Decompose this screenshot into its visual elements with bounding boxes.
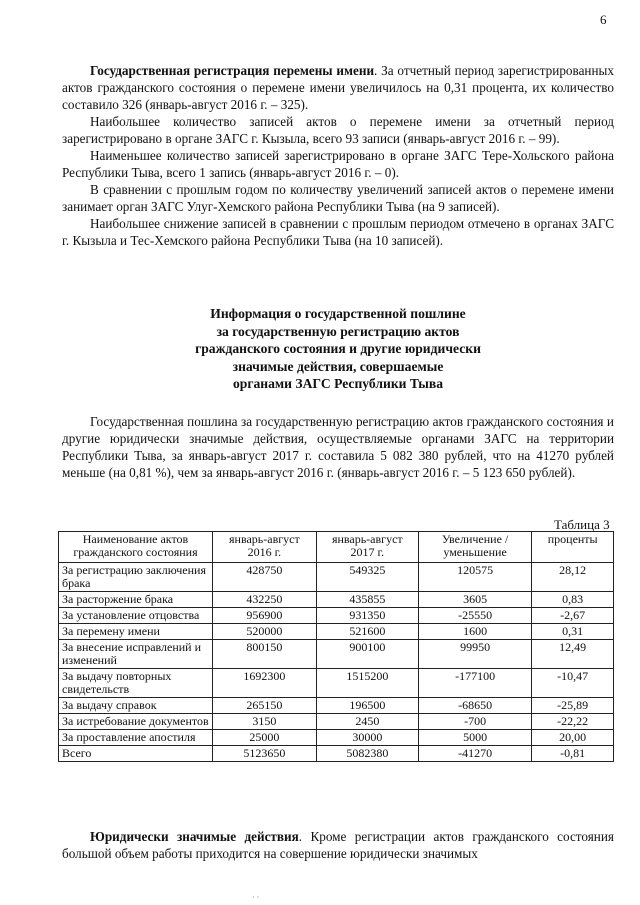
cell-2016: 956900 (212, 608, 316, 624)
name-change-title: Государственная регистрация перемены имени (90, 63, 375, 78)
cell-2016: 25000 (212, 730, 316, 746)
cell-2017: 1515200 (316, 669, 418, 698)
cell-2016: 3150 (212, 714, 316, 730)
cell-change: -41270 (418, 746, 532, 762)
cell-percent: -2,67 (532, 608, 614, 624)
cell-change: 3605 (418, 592, 532, 608)
cell-2017: 521600 (316, 624, 418, 640)
cell-percent: 0,83 (532, 592, 614, 608)
table-row (59, 698, 614, 714)
cell-2017: 549325 (316, 563, 418, 592)
fees-table (58, 531, 614, 762)
cell-2016: 520000 (212, 624, 316, 640)
cell-change: -25550 (418, 608, 532, 624)
cell-act-name: За установление отцовства (59, 608, 213, 624)
fee-summary-section (62, 413, 614, 481)
table-row (59, 563, 614, 592)
header-percent: проценты (532, 532, 614, 563)
cell-2016: 5123650 (212, 746, 316, 762)
heading-line: за государственную регистрацию актов (216, 323, 460, 339)
paragraph-name-change-intro (62, 62, 614, 113)
table-caption: Таблица 3 (554, 517, 610, 532)
header-change: Увеличение /уменьшение (418, 532, 532, 563)
cell-2016: 265150 (212, 698, 316, 714)
cell-2016: 428750 (212, 563, 316, 592)
cell-percent: 28,12 (532, 563, 614, 592)
name-change-intro-text: . За отчетный период зарегистрированных актов гражданского состояния о перемене имени увеличилось на 0,31 процента, их количество составило 326 (январь-август 2016 г. – 325). (62, 63, 614, 112)
table-total-row (59, 746, 614, 762)
cell-percent: -10,47 (532, 669, 614, 698)
table-row (59, 714, 614, 730)
legal-actions-section (62, 828, 614, 862)
cell-2016: 432250 (212, 592, 316, 608)
table-row (59, 669, 614, 698)
cell-change: 120575 (418, 563, 532, 592)
cell-act-name: За регистрацию заключения брака (59, 563, 213, 592)
cell-2017: 196500 (316, 698, 418, 714)
page-number: 6 (600, 12, 607, 27)
cell-2017: 900100 (316, 640, 418, 669)
cell-change: 99950 (418, 640, 532, 669)
cell-percent: 12,49 (532, 640, 614, 669)
cell-act-name: За проставление апостиля (59, 730, 213, 746)
table-header-row (59, 532, 614, 563)
cell-2017: 2450 (316, 714, 418, 730)
cell-percent: -25,89 (532, 698, 614, 714)
legal-actions-text: . Кроме регистрации актов гражданского состояния большой объем работы приходится на совершение юридически значимых (62, 829, 614, 861)
cell-change: 5000 (418, 730, 532, 746)
cell-percent: -0,81 (532, 746, 614, 762)
cell-change: -68650 (418, 698, 532, 714)
header-2016: январь-август 2016 г. (212, 532, 316, 563)
cell-act-name: За расторжение брака (59, 592, 213, 608)
cell-act-name: Всего (59, 746, 213, 762)
cell-change: -700 (418, 714, 532, 730)
cell-2016: 1692300 (212, 669, 316, 698)
cell-percent: -22,22 (532, 714, 614, 730)
table-row (59, 640, 614, 669)
cell-act-name: За выдачу повторных свидетельств (59, 669, 213, 698)
header-2017: январь-август 2017 г. (316, 532, 418, 563)
paragraph-least-records: Наименьшее количество записей зарегистрировано в органе ЗАГС Тере-Хольского района Республики Тыва, всего 1 запись (январь-август 2016 г. – 0). (62, 148, 614, 180)
heading-line: Информация о государственной пошлине (210, 306, 466, 321)
cell-act-name: За внесение исправлений и изменений (59, 640, 213, 669)
legal-actions-title: Юридически значимые действия (90, 829, 299, 844)
footer-mark: · · (252, 893, 260, 902)
cell-2017: 931350 (316, 608, 418, 624)
cell-act-name: За истребование документов (59, 714, 213, 730)
paragraph-increase: В сравнении с прошлым годом по количеству увеличений записей актов о перемене имени занимает орган ЗАГС Улуг-Хемского района Республики Тыва (на 9 записей). (62, 182, 614, 214)
cell-percent: 20,00 (532, 730, 614, 746)
table-row (59, 730, 614, 746)
section-heading (62, 305, 614, 393)
table-row (59, 624, 614, 640)
cell-2017: 435855 (316, 592, 418, 608)
table-row (59, 608, 614, 624)
name-change-section (62, 62, 614, 249)
cell-act-name: За выдачу справок (59, 698, 213, 714)
cell-2016: 800150 (212, 640, 316, 669)
cell-2017: 5082380 (316, 746, 418, 762)
paragraph-fee-summary: Государственная пошлина за государственную регистрацию актов гражданского состояния и другие юридически значимые действия, осуществляемые органами ЗАГС на территории Республики Тыва, за январь-август 2017 г. составила 5 082 380 рублей, что на 41270 рублей меньше (на 0,81 %), чем за январь-август 2016 г. (январь-август 2016 г. – 5 123 650 рублей). (62, 414, 614, 480)
cell-change: 1600 (418, 624, 532, 640)
heading-line: органами ЗАГС Республики Тыва (232, 376, 444, 391)
heading-line: значимые действия, совершаемые (232, 358, 444, 374)
cell-2017: 30000 (316, 730, 418, 746)
paragraph-most-records: Наибольшее количество записей актов о перемене имени за отчетный период зарегистрировано в органе ЗАГС г. Кызыла, всего 93 записи (январь-август 2016 г. – 99). (62, 114, 614, 146)
cell-act-name: За перемену имени (59, 624, 213, 640)
table-row (59, 592, 614, 608)
header-act-name: Наименование актов гражданского состояния (59, 532, 213, 563)
cell-percent: 0,31 (532, 624, 614, 640)
paragraph-decrease: Наибольшее снижение записей в сравнении с прошлым периодом отмечено в органах ЗАГС г. Кызыла и Тес-Хемского района Республики Тыва (на 10 записей). (62, 216, 614, 248)
heading-line: гражданского состояния и другие юридически (195, 341, 481, 356)
cell-change: -177100 (418, 669, 532, 698)
paragraph-legal-actions (62, 828, 614, 862)
